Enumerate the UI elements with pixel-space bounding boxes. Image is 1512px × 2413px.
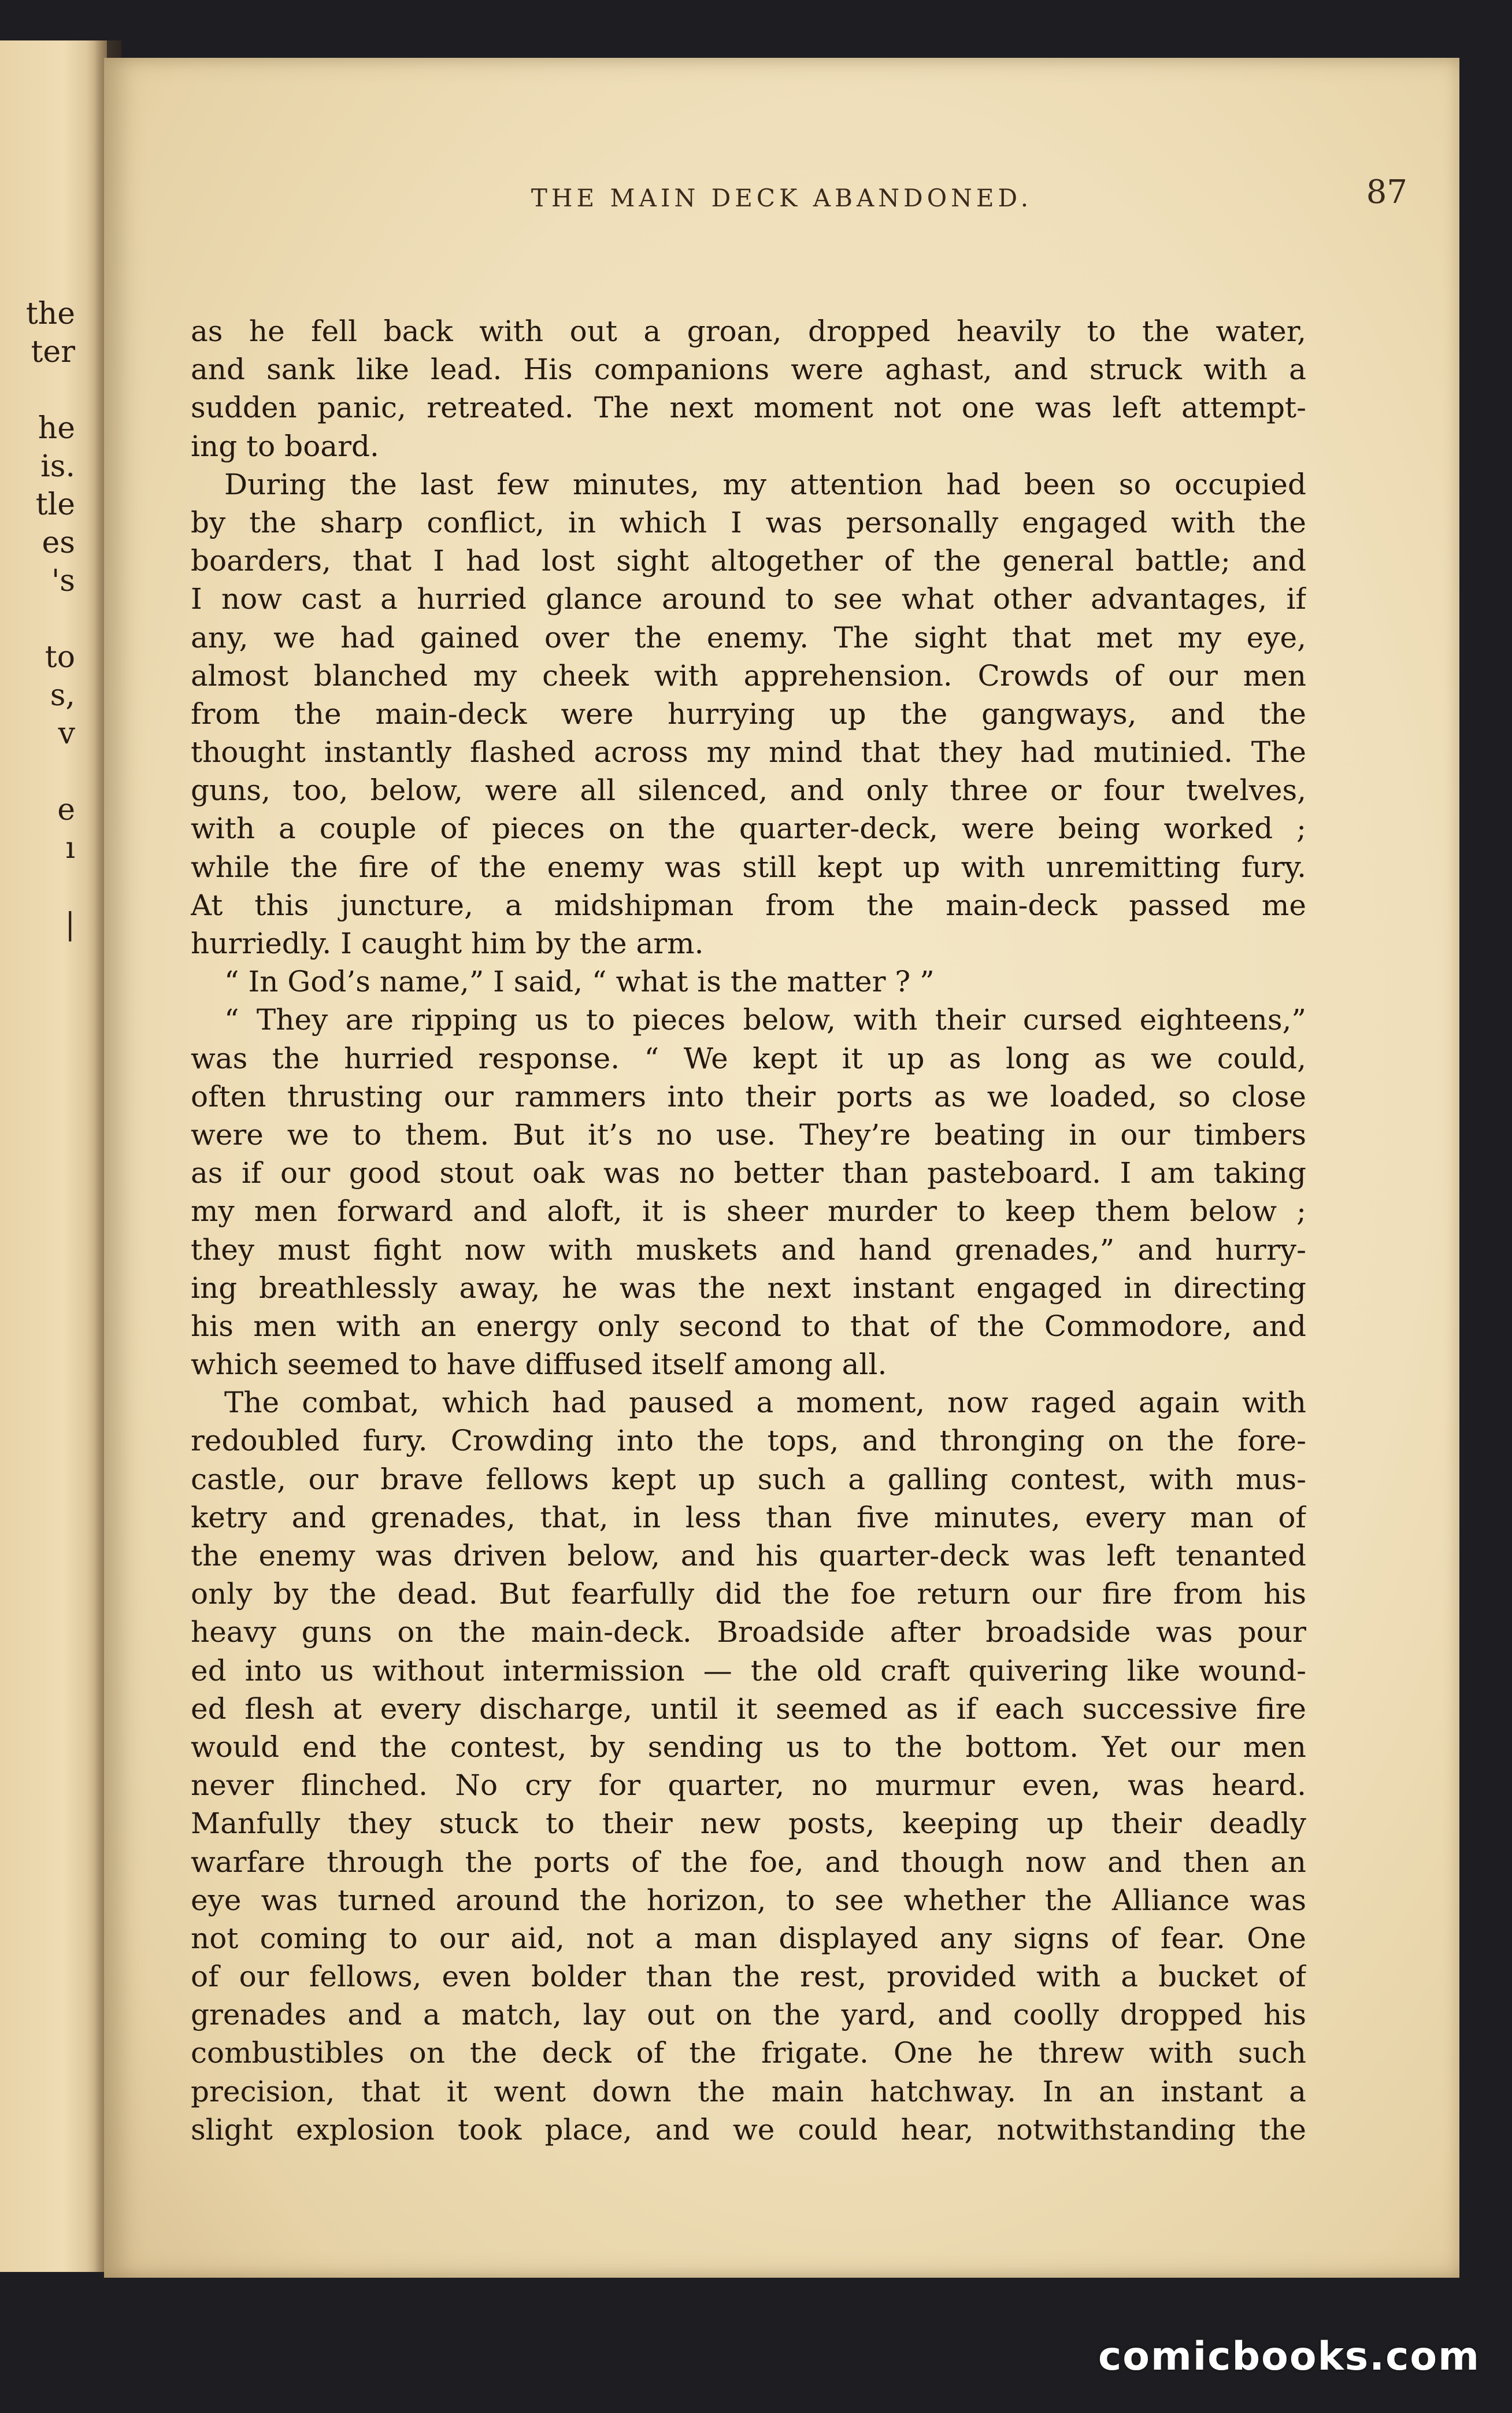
text-line: which seemed to have diffused itself among all.: [191, 1348, 887, 1382]
fragment-text: [0, 600, 75, 638]
text-line: thought instantly flashed across my mind that they had mutinied. The: [191, 735, 1306, 769]
text-line: was the hurried response. “ We kept it up as long as we could,: [191, 1041, 1306, 1075]
fragment-text: v: [58, 716, 75, 751]
text-line: were we to them. But it’s no use. They’re beating in our timbers: [191, 1117, 1306, 1152]
running-head: THE MAIN DECK ABANDONED.: [531, 184, 1033, 212]
text-line: by the sharp conflict, in which I was personally engaged with the: [191, 505, 1306, 539]
text-line: any, we had gained over the enemy. The sight that met my eye,: [191, 620, 1306, 654]
fragment-text: the: [25, 297, 75, 331]
text-line: with a couple of pieces on the quarter-deck, were being worked ;: [191, 812, 1306, 846]
text-line: and sank like lead. His companions were aghast, and struck with a: [191, 353, 1306, 387]
text-line: ing breathlessly away, he was the next instant engaged in directing: [191, 1271, 1306, 1305]
text-line: not coming to our aid, not a man displayed any signs of fear. One: [191, 1921, 1306, 1955]
text-line: combustibles on the deck of the frigate. One he threw with such: [191, 2036, 1306, 2070]
text-line: I now cast a hurried glance around to see what other advantages, if: [191, 582, 1306, 616]
fragment-text: |: [65, 907, 75, 942]
text-line: boarders, that I had lost sight altogether of the general battle; and: [191, 544, 1306, 578]
text-line: they must fight now with muskets and hand grenades,” and hurry-: [191, 1233, 1306, 1267]
text-line: sudden panic, retreated. The next moment not one was left attempt-: [191, 391, 1306, 425]
text-line: often thrusting our rammers into their ports as we loaded, so close: [191, 1079, 1306, 1113]
fragment-text: [0, 371, 75, 409]
text-line: heavy guns on the main-deck. Broadside after broadside was pour: [191, 1615, 1306, 1649]
site-watermark: comicbooks.com: [1098, 2334, 1480, 2379]
text-line: hurriedly. I caught him by the arm.: [191, 927, 704, 960]
fragment-text: [0, 867, 75, 905]
text-line: ed flesh at every discharge, until it seemed as if each successive fire: [191, 1692, 1306, 1726]
fragment-text: he: [38, 411, 75, 446]
text-line: castle, our brave fellows kept up such a galling contest, with mus-: [191, 1462, 1306, 1496]
fragment-text: s,: [50, 678, 75, 713]
fragment-text: e: [57, 793, 75, 827]
text-line: his men with an energy only second to that of the Commodore, and: [191, 1309, 1306, 1343]
text-line: from the main-deck were hurrying up the gangways, and the: [191, 697, 1306, 731]
text-line: precision, that it went down the main hatchway. In an instant a: [191, 2074, 1306, 2108]
text-line: “ They are ripping us to pieces below, with their cursed eighteens,”: [224, 1003, 1306, 1037]
text-line: During the last few minutes, my attention had been so occupied: [224, 467, 1306, 501]
text-line: of our fellows, even bolder than the rest, provided with a bucket of: [191, 1960, 1306, 1994]
text-line: never flinched. No cry for quarter, no murmur even, was heard.: [191, 1768, 1306, 1803]
previous-page-text-fragments: [0, 295, 75, 943]
text-line: ing to board.: [191, 429, 379, 463]
text-line: ketry and grenades, that, in less than five minutes, every man of: [191, 1500, 1306, 1534]
fragment-text: tle: [35, 487, 75, 522]
body-text: [191, 312, 1306, 2149]
text-line: my men forward and aloft, it is sheer murder to keep them below ;: [191, 1194, 1306, 1228]
page-number: 87: [1366, 173, 1407, 211]
text-line: redoubled fury. Crowding into the tops, and thronging on the fore-: [191, 1424, 1306, 1458]
book-page: [104, 58, 1459, 2278]
text-line: Manfully they stuck to their new posts, keeping up their deadly: [191, 1807, 1306, 1841]
text-line: would end the contest, by sending us to the bottom. Yet our men: [191, 1730, 1306, 1764]
text-line: as he fell back with out a groan, dropped heavily to the water,: [191, 314, 1306, 348]
text-line: ed into us without intermission — the old craft quivering like wound-: [191, 1653, 1306, 1687]
fragment-text: ter: [31, 335, 75, 369]
fragment-text: es: [42, 525, 75, 560]
text-line: eye was turned around the horizon, to see whether the Alliance was: [191, 1883, 1306, 1917]
fragment-text: ı: [65, 831, 75, 865]
text-line: while the fire of the enemy was still kept up with unremitting fury.: [191, 850, 1306, 884]
text-line: The combat, which had paused a moment, now raged again with: [224, 1386, 1306, 1420]
text-line: grenades and a match, lay out on the yard, and coolly dropped his: [191, 1998, 1306, 2032]
fragment-text: to: [45, 640, 75, 675]
text-line: At this juncture, a midshipman from the main-deck passed me: [191, 888, 1306, 922]
text-line: warfare through the ports of the foe, and though now and then an: [191, 1845, 1306, 1879]
fragment-text: [0, 753, 75, 791]
text-line: as if our good stout oak was no better than pasteboard. I am taking: [191, 1156, 1306, 1190]
fragment-text: is.: [40, 449, 75, 484]
text-line: almost blanched my cheek with apprehension. Crowds of our men: [191, 658, 1306, 693]
text-line: “ In God’s name,” I said, “ what is the matter ? ”: [224, 965, 935, 999]
text-line: the enemy was driven below, and his quarter-deck was left tenanted: [191, 1539, 1306, 1572]
text-line: only by the dead. But fearfully did the foe return our fire from his: [191, 1577, 1306, 1611]
fragment-text: 's: [51, 564, 75, 598]
text-line: guns, too, below, were all silenced, and only three or four twelves,: [191, 774, 1306, 808]
text-line: slight explosion took place, and we could hear, notwithstanding the: [191, 2112, 1306, 2146]
